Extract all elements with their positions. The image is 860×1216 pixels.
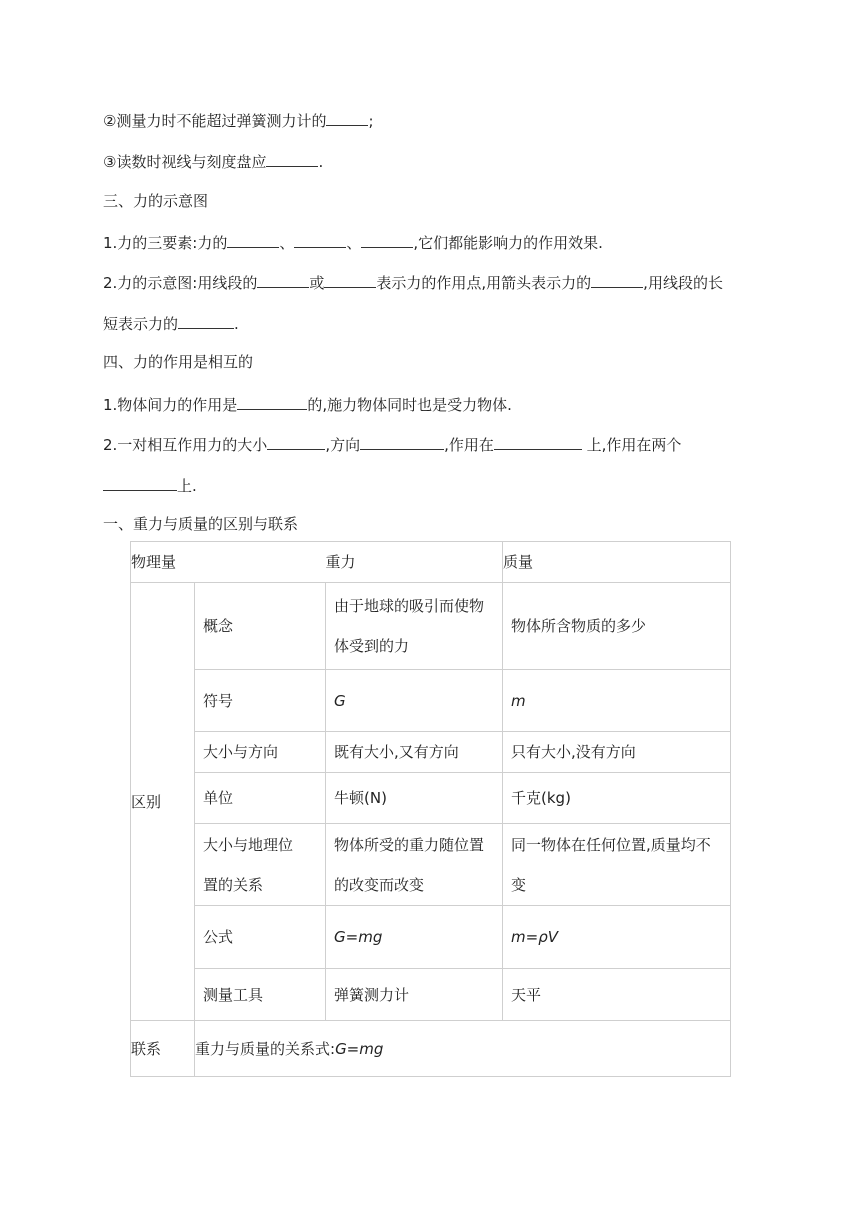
gravity-cell: 既有大小,又有方向 — [334, 743, 459, 761]
row-label: 概念 — [203, 617, 234, 635]
table-row — [131, 773, 731, 824]
section-heading-4: 四、力的作用是相互的 — [103, 353, 254, 371]
mass-cell: 千克(kg) — [511, 789, 571, 807]
row-label: 符号 — [203, 691, 234, 710]
mass-cell: m=ρV — [511, 928, 558, 946]
line-reading: ③读数时视线与刻度盘应 . — [103, 150, 323, 172]
fill-blank[interactable] — [178, 312, 234, 329]
header-gravity: 重力 — [325, 553, 356, 571]
gravity-cell: 物体所受的重力随位置的改变而改变 — [334, 835, 485, 894]
line-two-objects: 上. — [103, 474, 197, 496]
table-link-row — [131, 1021, 731, 1077]
fill-blank[interactable] — [257, 271, 309, 288]
table-row — [131, 824, 731, 906]
row-label: 公式 — [203, 928, 234, 946]
fill-blank[interactable] — [360, 433, 444, 450]
line-length: 短表示力的 . — [103, 312, 239, 334]
line-pair-force: 2.一对相互作用力的大小 ,方向 ,作用在 上,作用在两个 — [103, 433, 681, 455]
line-spring-limit: ②测量力时不能超过弹簧测力计的 ; — [103, 109, 374, 131]
fill-blank[interactable] — [103, 474, 177, 491]
row-label: 大小与方向 — [203, 743, 279, 761]
fill-blank[interactable] — [494, 433, 582, 450]
gravity-cell: 牛顿(N) — [334, 789, 387, 807]
row-label: 大小与地理位置的关系 — [203, 835, 294, 894]
fill-blank[interactable] — [324, 271, 376, 288]
fill-blank[interactable] — [294, 231, 346, 248]
fill-blank[interactable] — [266, 150, 318, 167]
gravity-cell: 弹簧测力计 — [334, 985, 410, 1004]
row-label: 单位 — [203, 789, 234, 807]
mass-cell: 天平 — [511, 985, 542, 1004]
fill-blank[interactable] — [361, 231, 413, 248]
table-row — [131, 732, 731, 773]
gravity-cell: G=mg — [334, 928, 383, 946]
mass-cell: 物体所含物质的多少 — [511, 617, 647, 635]
fill-blank[interactable] — [591, 271, 643, 288]
link-formula: 重力与质量的关系式:G=mg — [195, 1039, 384, 1058]
table-header-row — [131, 542, 731, 583]
fill-blank[interactable] — [237, 393, 307, 410]
gravity-mass-table — [130, 541, 731, 1077]
line-three-elements: 1.力的三要素:力的 、 、 ,它们都能影响力的作用效果. — [103, 231, 603, 253]
mass-cell: 同一物体在任何位置,质量均不变 — [511, 835, 711, 894]
section-heading-3: 三、力的示意图 — [103, 192, 209, 210]
line-force-diagram: 2.力的示意图:用线段的 或 表示力的作用点,用箭头表示力的 ,用线段的长 — [103, 271, 723, 293]
group-link: 联系 — [131, 1039, 162, 1058]
gravity-cell: G — [334, 691, 346, 710]
table-row — [131, 670, 731, 732]
group-difference: 区别 — [131, 792, 162, 811]
row-label: 测量工具 — [203, 985, 264, 1004]
mass-cell: 只有大小,没有方向 — [511, 743, 636, 761]
mass-cell: m — [511, 691, 526, 710]
line-mutual: 1.物体间力的作用是 的,施力物体同时也是受力物体. — [103, 393, 512, 415]
table-row — [131, 969, 731, 1021]
gravity-cell: 由于地球的吸引而使物体受到的力 — [334, 597, 485, 655]
section-heading-1: 一、重力与质量的区别与联系 — [103, 515, 299, 533]
header-mass: 质量 — [503, 553, 534, 571]
fill-blank[interactable] — [267, 433, 325, 450]
fill-blank[interactable] — [227, 231, 279, 248]
table-row — [131, 906, 731, 969]
table-row — [131, 583, 731, 670]
header-quantity: 物理量 — [131, 553, 177, 571]
fill-blank[interactable] — [326, 109, 368, 126]
